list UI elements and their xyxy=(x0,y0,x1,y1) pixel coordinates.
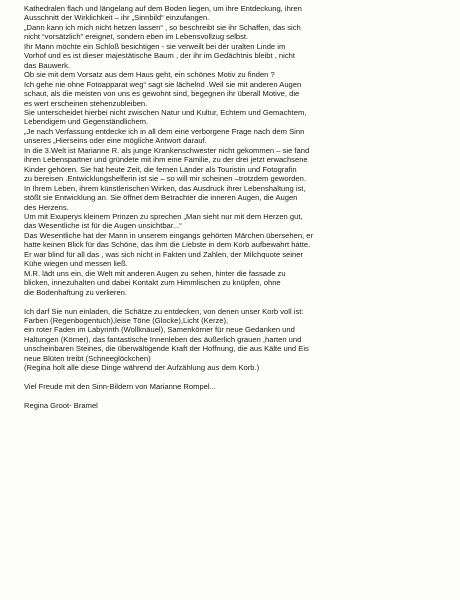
text-line: stößt sie Entwicklung an. Sie öffnet dem Betrachter die inneren Augen, die Augen xyxy=(24,193,298,203)
text-line: es wert erscheinen stehenzubleiben. xyxy=(24,98,148,108)
text-line: Farben (Regenbogentuch),leise Töne (Glocke),Licht (Kerze), xyxy=(24,316,229,325)
text-line: zu bereisen .Entwicklungshelferin ist sie – so will mir scheinen –trotzdem geworden. xyxy=(24,174,306,184)
text-line: Vorhof und es ist dieser majestätische Baum , der ihr im Gedächtnis bleibt , nicht xyxy=(24,51,295,61)
text-line: neue Blüten treibt (Schneeglöckchen) xyxy=(24,353,151,363)
text-line: Lebendigem und Gegenständlichem. xyxy=(24,117,149,127)
text-line: Ich darf Sie nun einladen, die Schätze zu entdecken, von denen unser Korb voll ist: xyxy=(24,306,304,316)
author-signature xyxy=(24,401,446,410)
text-line: Ob sie mit dem Vorsatz aus dem Haus geht, ein schönes Motiv zu finden ? xyxy=(24,70,275,80)
text-line: das Wesentliche ist für die Augen unsichtbar...“ xyxy=(24,221,182,231)
text-line: Das Wesentliche hat der Mann in unserem eingangs gehörten Märchen übersehen, er xyxy=(24,230,314,240)
text-line: Kühe wiegen und messen ließ. xyxy=(24,259,128,269)
author-name: Regina Groot- Bramel xyxy=(24,401,98,411)
paragraph-spacer xyxy=(24,392,446,402)
text-line: In die 3.Welt ist Marianne R. als junge Krankenschwester nicht gekommen – sie fand xyxy=(24,145,310,155)
paragraph-spacer xyxy=(24,373,446,383)
text-line: hatte keinen Blick für das Schöne, das ihm die Liebste in dem Korb aufbewahrt hatte. xyxy=(24,240,311,250)
text-line: Haltungen (Körner), das fantastische Innenleben des äußerlich grauen ,harten und xyxy=(24,334,302,344)
text-line: die Bodenhaftung zu verlieren. xyxy=(24,287,128,297)
text-line: Viel Freude mit den Sinn-Bildern von Marianne Rompel... xyxy=(24,382,216,392)
text-line: In Ihrem Leben, ihrem künstlerischen Wirken, das Ausdruck ihrer Lebenshaltung ist, xyxy=(24,183,306,193)
text-line: schaut, als die meisten von uns es gewohnt sind, begegnen ihr überall Motive, die xyxy=(24,89,300,99)
text-line: „Dann kann ich mich nicht hetzen lassen“ , so beschreibt sie ihr Schaffen, das sich xyxy=(24,22,301,32)
text-line: nicht “vorsätzlich” ereignet, sondern eben im Lebensvollzug selbst. xyxy=(24,32,249,42)
text-line: unscheinbaren Steines, die überwältigende Kraft der Hoffnung, die aus Kälte und Eis xyxy=(24,344,309,354)
text-line: Ihr Mann möchte ein Schloß besichtigen - sie verweilt bei der uralten Linde im xyxy=(24,41,286,51)
text-line: Ich gehe nie ohne Fotoapparat weg“ sagt sie lächelnd .Weil sie mit anderen Augen xyxy=(24,79,302,89)
paragraph-spacer xyxy=(24,297,446,307)
text-line: des Herzens. xyxy=(24,202,69,212)
text-line: das Bauwerk. xyxy=(24,60,71,70)
paragraph-basket xyxy=(24,307,446,373)
text-line: Sie unterscheidet hierbei nicht zwischen Natur und Kultur, Echtem und Gemachtem, xyxy=(24,107,307,117)
paragraph-intro xyxy=(24,4,446,297)
text-line: Kathedralen flach und längelang auf dem Boden liegen, um ihre Entdeckung, ihren xyxy=(24,4,302,13)
text-line: Um mit Exuperys kleinem Prinzen zu sprechen „Man sieht nur mit dem Herzen gut, xyxy=(24,211,303,221)
text-line: Er war blind für all das , was sich nicht in Fakten und Zahlen, der Milchquote seiner xyxy=(24,249,303,259)
text-line: Ausschnitt der Wirklichkeit – ihr „Sinnbild“ einzufangen. xyxy=(24,13,210,23)
text-line: blicken, innezuhalten und dabei Kontakt zum Himmlischen zu knüpfen, ohne xyxy=(24,278,281,288)
text-line: M.R. lädt uns ein, die Welt mit anderen Augen zu sehen, hinter die fassade zu xyxy=(24,268,286,278)
text-line: Kinder gehören. Sie hat heute Zeit, die fernen Länder als Touristin und Fotografin xyxy=(24,164,297,174)
text-line: ein roter Faden im Labyrinth (Wollknäuel), Samenkörner für neue Gedanken und xyxy=(24,325,295,335)
text-line: unseres „Hierseins oder eine mögliche Antwort darauf. xyxy=(24,136,207,146)
text-line: ihren Lebenspartner und gründete mit ihm eine Familie, zu der drei jetzt erwachsene xyxy=(24,155,308,165)
text-line: (Regina holt alle diese Dinge während der Aufzählung aus dem Korb.) xyxy=(24,363,260,373)
closing-wish xyxy=(24,382,446,391)
text-line: „Je nach Verfassung entdecke ich in all dem eine verborgene Frage nach dem Sinn xyxy=(24,126,305,136)
